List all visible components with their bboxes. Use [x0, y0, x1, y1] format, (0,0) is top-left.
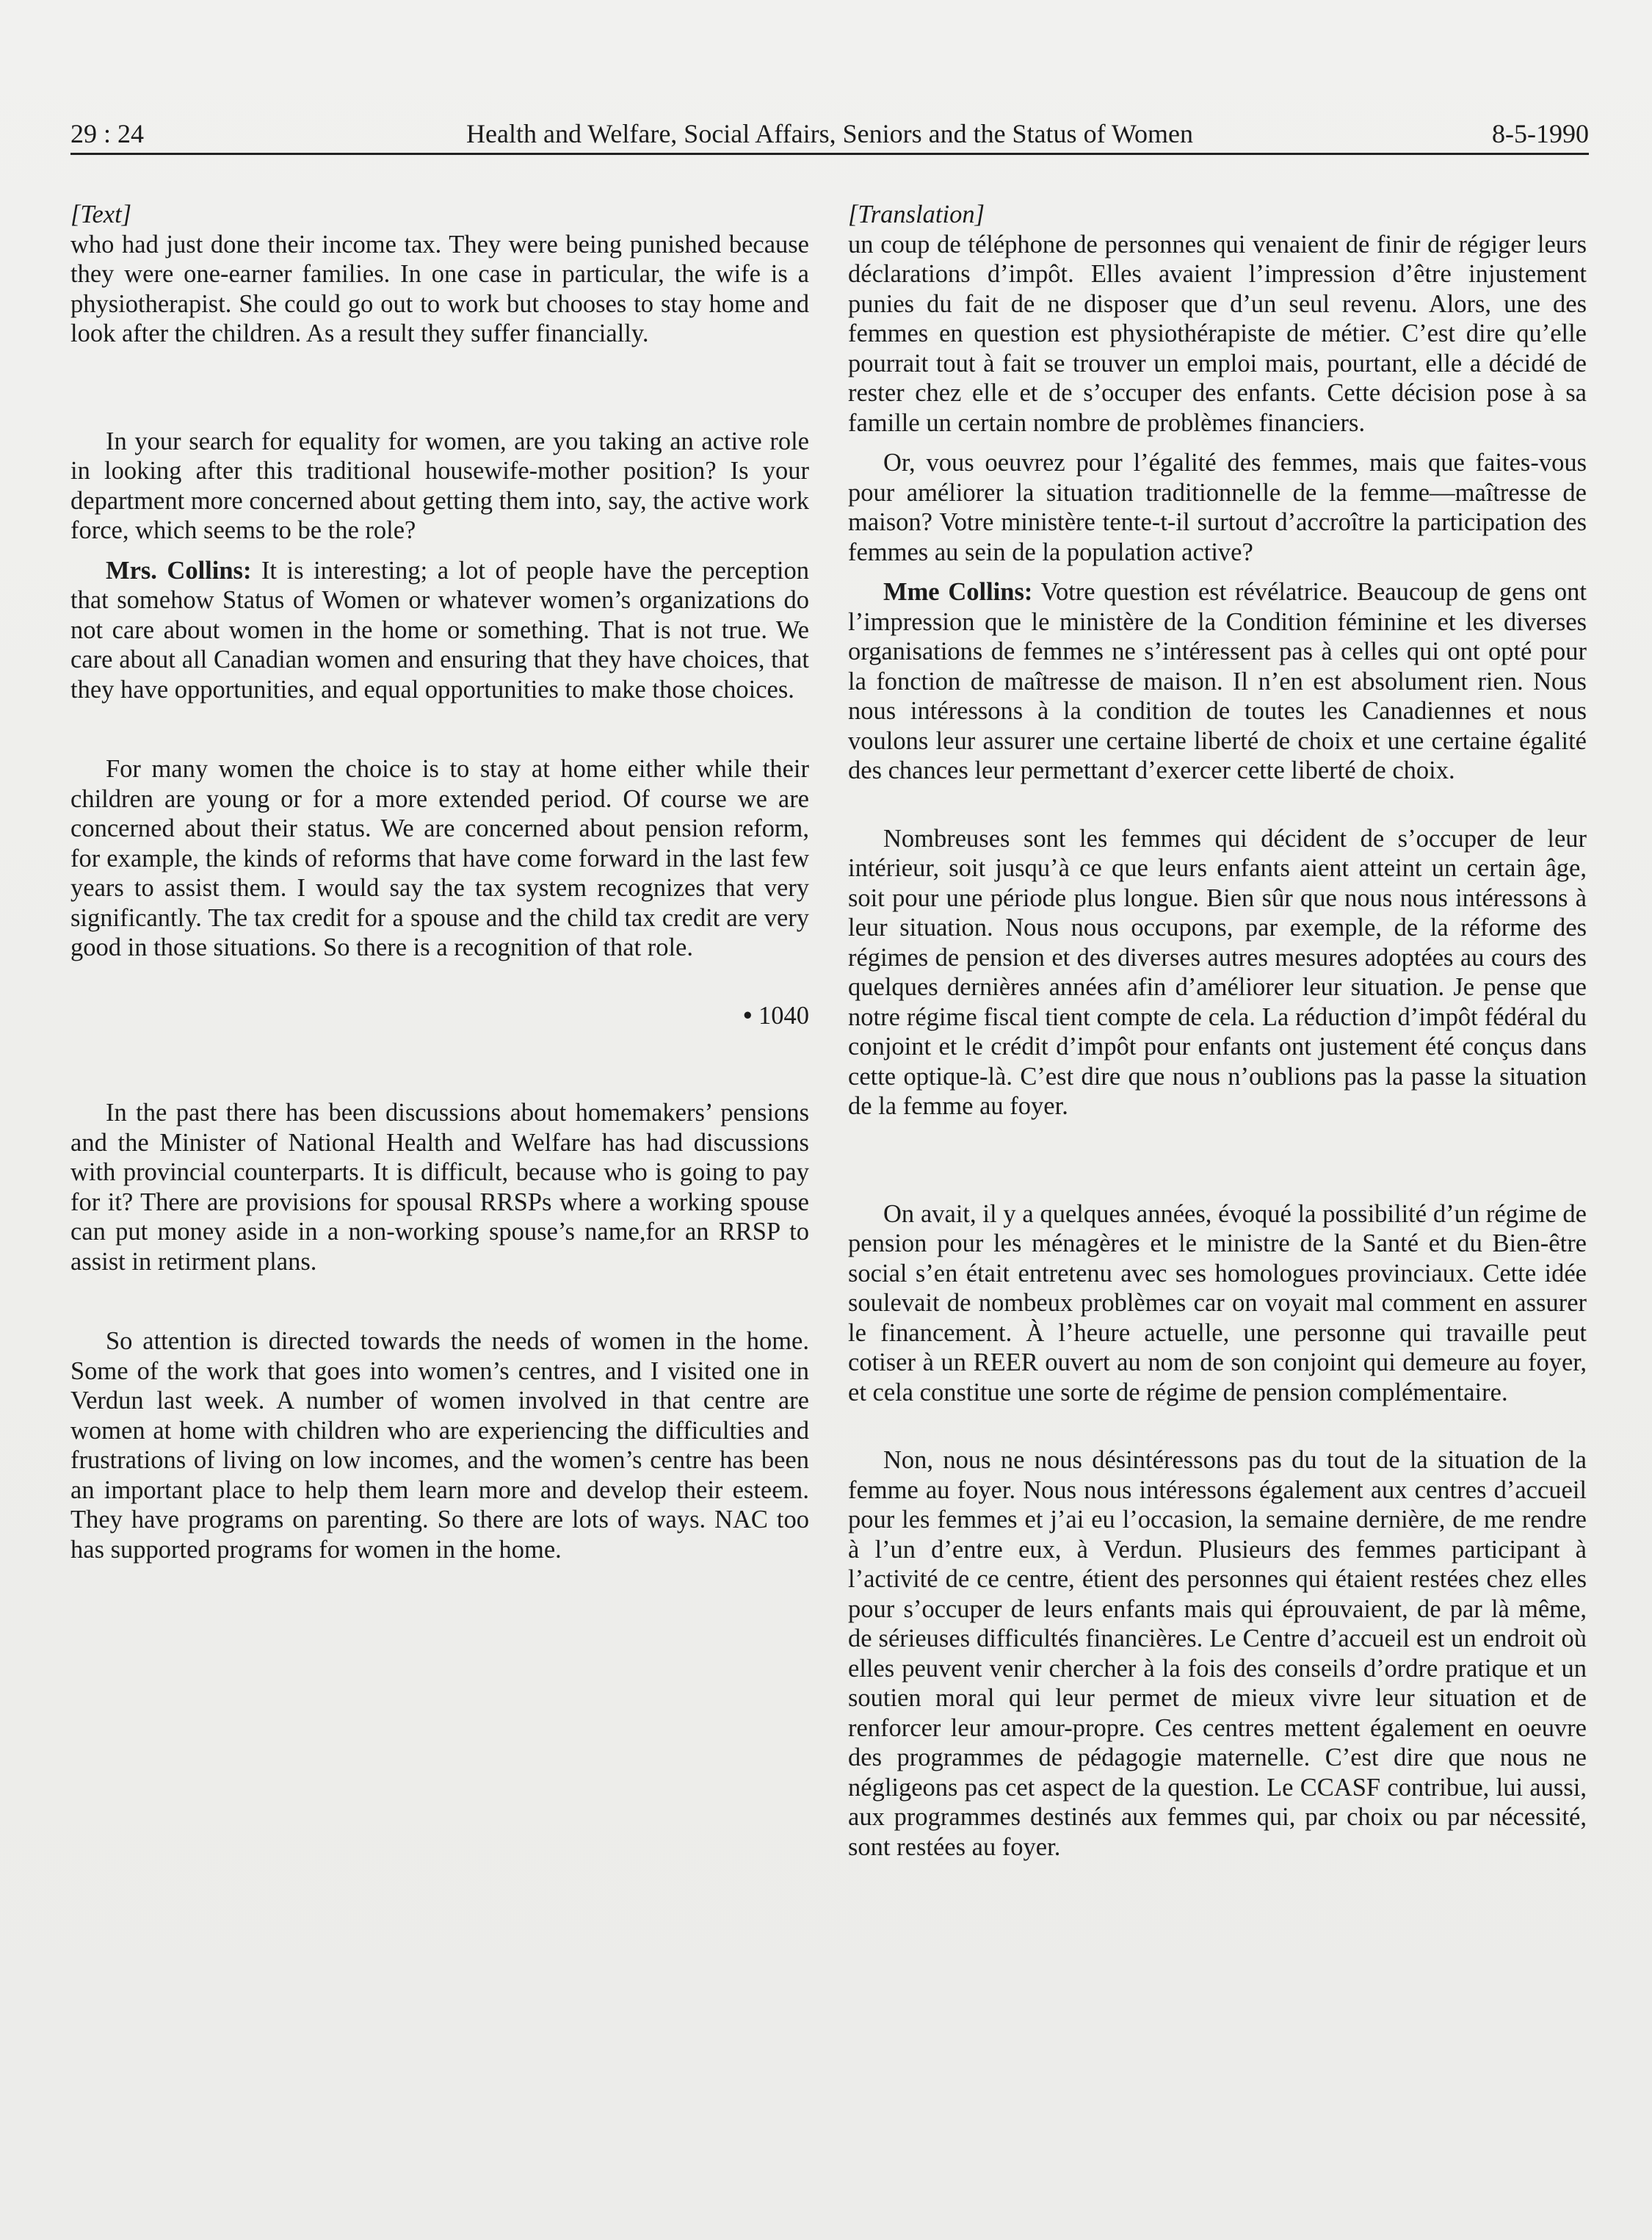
- paragraph: who had just done their income tax. They were being punished because they were one-earner families. In one case in particular, the wife is a physiotherapist. She could go out to work but chooses to stay home and look after the children. As a result they suffer financially.: [70, 230, 809, 347]
- paragraph: Or, vous oeuvrez pour l’égalité des femmes, mais que faites-vous pour améliorer la situation traditionnelle de la femme—maîtresse de maison? Votre ministère tente-t-il surtout d’accroître la participation des femmes au sein de la population active?: [848, 449, 1587, 566]
- paragraph: On avait, il y a quelques années, évoqué la possibilité d’un régime de pension pour les ménagères et le ministre de la Santé et du Bien-être social s’en était entretenu avec ses homologues provinciaux. Cette idée soulevait de nombeux problèmes car on voyait mal comment en assurer le financement. À l’heure actuelle, une personne qui travaille peut cotiser à un REER ouvert au nom de son conjoint qui demeure au foyer, et cela constitue une sorte de régime de pension complémentaire.: [848, 1199, 1587, 1406]
- english-column: [70, 200, 809, 1564]
- running-title: Health and Welfare, Social Affairs, Seniors and the Status of Women: [466, 119, 1193, 148]
- paragraph: For many women the choice is to stay at home either while their children are young or for a more extended period. Of course we are concerned about their status. We are concerned about pension reform, for example, the kinds of reforms that have come forward in the last few years to assist them. I would say the tax system recognizes that very significantly. The tax credit for a spouse and the child tax credit are very good in those situations. So there is a recognition of that role.: [70, 755, 809, 961]
- paragraph: Non, nous ne nous désintéressons pas du tout de la situation de la femme au foyer. Nous nous intéressons également aux centres d’accueil pour les femmes et j’ai eu l’occasion, la semaine dernière, de me rendre à l’un d’entre eux, à Verdun. Plusieurs des femmes participant à l’activité de ce centre, étient des personnes qui étaient restées chez elles pour s’occuper de leurs enfants mais qui éprouvaient, de par là même, de sérieuses difficultés financières. Le Centre d’accueil est un endroit où elles peuvent venir chercher à la fois des conseils d’ordre pratique et un soutien moral qui leur permet de mieux vivre leur situation et de renforcer leur amour-propre. Ces centres mettent également en oeuvre des programmes de pédagogie maternelle. C’est dire que nous ne négligeons pas cet aspect de la question. Le CCASF contribue, lui aussi, aux programmes destinés aux femmes qui, par choix ou par nécessité, sont restées au foyer.: [848, 1446, 1587, 1861]
- page-number: 29 : 24: [70, 119, 145, 148]
- time-marker-value: 1040: [758, 1001, 809, 1030]
- speaker-name: Mme Collins:: [883, 578, 1033, 606]
- column-label-text: [Text]: [70, 200, 132, 228]
- column-label-translation: [Translation]: [848, 200, 985, 228]
- paragraph: So attention is directed towards the needs of women in the home. Some of the work that goes into women’s centres, and I visited one in Verdun last week. A number of women involved in that centre are women at home with children who are experiencing the difficulties and frustrations of living on low incomes, and the women’s centre has been an important place to help them learn more and develop their esteem. They have programs on parenting. So there are lots of ways. NAC too has supported programs for women in the home.: [70, 1327, 809, 1564]
- sitting-date: 8-5-1990: [1492, 119, 1589, 148]
- paragraph: Nombreuses sont les femmes qui décident de s’occuper de leur intérieur, soit jusqu’à ce que leurs enfants aient atteint un certain âge, soit pour une période plus longue. Bien sûr que nous nous intéressons à leur situation. Nous nous occupons, par exemple, de la réforme des régimes de pension et des diverses autres mesures adoptées au cours des quelques dernières années afin d’améliorer leur situation. Je pense que notre régime fiscal tient compte de cela. La réduction d’impôt fédéral du conjoint et le crédit d’impôt pour enfants ont justement été conçus dans cette optique-là. C’est dire que nous n’oublions pas la passe la situation de la femme au foyer.: [848, 824, 1587, 1120]
- time-marker: [70, 1001, 809, 1031]
- paragraph: [848, 577, 1587, 786]
- paragraph: [70, 556, 809, 705]
- paragraph: un coup de téléphone de personnes qui venaient de finir de régiger leurs déclarations d’impôt. Elles avaient l’impression d’être injustement punies du fait de ne disposer que d’un seul revenu. Alors, une des femmes en question est physiothérapiste de métier. C’est dire qu’elle pourrait tout à fait se trouver un emploi mais, pourtant, elle a décidé de rester chez elle et de s’occuper des enfants. Cette décision pose à sa famille un certain nombre de problèmes financiers.: [848, 230, 1587, 437]
- page-header: [70, 115, 1589, 155]
- bullet-icon: •: [743, 1001, 753, 1030]
- french-column: [848, 200, 1587, 1862]
- speaker-name: Mrs. Collins:: [106, 556, 252, 585]
- paragraph: In the past there has been discussions about homemakers’ pensions and the Minister of National Health and Welfare has had discussions with provincial counterparts. It is difficult, because who is going to pay for it? There are provisions for spousal RRSPs where a working spouse can put money aside in a non-working spouse’s name,for an RRSP to assist in retirment plans.: [70, 1099, 809, 1276]
- speaker-text: Votre question est révélatrice. Beaucoup de gens ont l’impression que le ministère de la Condition féminine et les diverses organisations de femmes ne s’intéressent pas à celles qui ont opté pour la fonction de maîtresse de maison. Il n’en est absolument rien. Nous nous intéressons à la condition de toutes les Canadiennes et nous voulons leur assurer une certaine liberté de choix et une certaine égalité des chances leur permettant d’exercer cette liberté de choix.: [848, 578, 1587, 784]
- paragraph: In your search for equality for women, are you taking an active role in looking after this traditional housewife-mother position? Is your department more concerned about getting them into, say, the active work force, which seems to be the role?: [70, 427, 809, 544]
- speaker-text: It is interesting; a lot of people have the perception that somehow Status of Women or whatever women’s organizations do not care about women in the home or something. That is not true. We care about all Canadian women and ensuring that they have choices, that they have opportunities, and equal opportunities to make those choices.: [70, 556, 810, 704]
